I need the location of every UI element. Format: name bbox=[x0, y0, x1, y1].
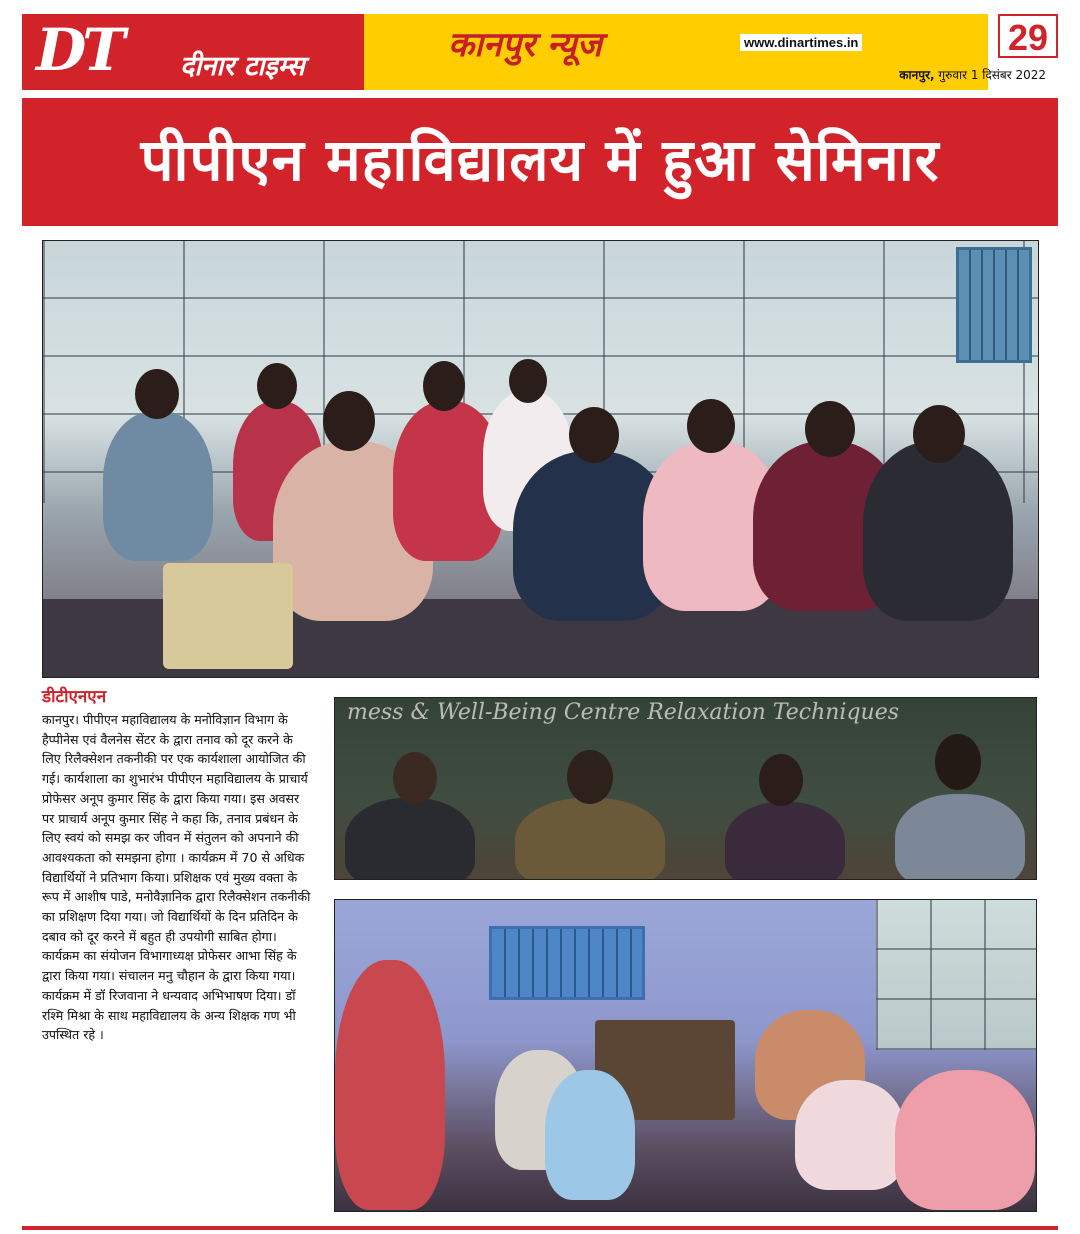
footer-rule bbox=[22, 1226, 1058, 1230]
guest-figure bbox=[725, 802, 845, 880]
newspaper-name: दीनार टाइम्स bbox=[180, 51, 305, 82]
masthead bbox=[22, 14, 1058, 90]
article bbox=[42, 686, 312, 1045]
section-title: कानपुर न्यूज bbox=[448, 25, 602, 65]
main-photo-students-meditating bbox=[42, 240, 1039, 678]
attendee-figure bbox=[795, 1080, 905, 1190]
guest-head bbox=[567, 750, 613, 804]
student-head bbox=[569, 407, 619, 463]
guest-figure bbox=[515, 798, 665, 880]
student-head bbox=[913, 405, 965, 463]
photo-dais-guests bbox=[334, 697, 1037, 880]
guest-figure bbox=[345, 798, 475, 880]
logo-mark: DT bbox=[36, 16, 122, 84]
byline: डीटीएनएन bbox=[42, 687, 107, 707]
section-band bbox=[364, 14, 988, 90]
website-url[interactable]: www.dinartimes.in bbox=[740, 34, 862, 51]
student-figure bbox=[863, 441, 1013, 621]
student-head bbox=[135, 369, 179, 419]
headline: पीपीएन महाविद्यालय में हुआ सेमिनार bbox=[140, 126, 940, 194]
dateline bbox=[899, 66, 1046, 83]
attendee-figure bbox=[335, 960, 445, 1210]
window bbox=[956, 247, 1032, 363]
article-body: कानपुर। पीपीएन महाविद्यालय के मनोविज्ञान विभाग के हैप्पीनेस एवं वैलनेस सेंटर के द्वारा तनाव को दूर करने के लिए रिलैक्सेशन तकनीकी पर एक कार्यशाला आयोजित की गई। कार्यशाला का शुभारंभ पीपीएन महाविद्यालय के प्राचार्य प्रोफेसर अनूप कुमार सिंह के द्वारा किया गया। इस अवसर पर प्राचार्य अनूप कुमार सिंह ने कहा कि, तनाव प्रबंधन के लिए स्वयं को समझ कर जीवन में संतुलन को अपनाने की आवश्यकता को समझना होगा । कार्यक्रम में 70 से अधिक विद्यार्थियों ने प्रतिभाग किया। प्रशिक्षक एवं मुख्य वक्ता के रूप में आशीष पाडे, मनोवैज्ञानिक द्वारा रिलैक्सेशन तकनीकी का प्रशिक्षण दिया गया। जो विद्यार्थियों के दिन प्रतिदिन के दबाव को दूर करने में बहुत ही उपयोगी साबित होगा। कार्यक्रम का संयोजन विभागाध्यक्ष प्रोफेसर आभा सिंह के द्वारा किया गया। संचालन मनु चौहान के द्वारा किया गया। कार्यक्रम में डॉ रिजवाना ने धन्यवाद अभिभाषण दिया। डॉ रश्मि मिश्रा के साथ महाविद्यालय के अन्य शिक्षक गण भी उपस्थित रहे । bbox=[42, 712, 311, 1043]
newspaper-logo bbox=[22, 14, 364, 90]
jute-bag bbox=[163, 563, 293, 669]
guest-head bbox=[935, 734, 981, 790]
student-head bbox=[805, 401, 855, 457]
window bbox=[489, 926, 645, 1000]
dateline-date: गुरुवार 1 दिसंबर 2022 bbox=[938, 68, 1046, 82]
attendee-figure bbox=[895, 1070, 1035, 1210]
guest-figure bbox=[895, 794, 1025, 880]
student-head bbox=[687, 399, 735, 453]
wall-panels bbox=[876, 900, 1036, 1050]
student-head bbox=[257, 363, 297, 409]
dateline-city: कानपुर, bbox=[899, 68, 935, 82]
headline-band bbox=[22, 98, 1058, 226]
blackboard-text: mess & Well-Being Centre Relaxation Techniques bbox=[347, 700, 900, 725]
student-head bbox=[509, 359, 547, 403]
guest-head bbox=[393, 752, 437, 804]
student-figure bbox=[103, 411, 213, 561]
attendee-figure bbox=[545, 1070, 635, 1200]
photo-hall-session bbox=[334, 899, 1037, 1212]
student-head bbox=[323, 391, 375, 451]
student-head bbox=[423, 361, 465, 411]
guest-head bbox=[759, 754, 803, 806]
page-number: 29 bbox=[998, 14, 1058, 58]
